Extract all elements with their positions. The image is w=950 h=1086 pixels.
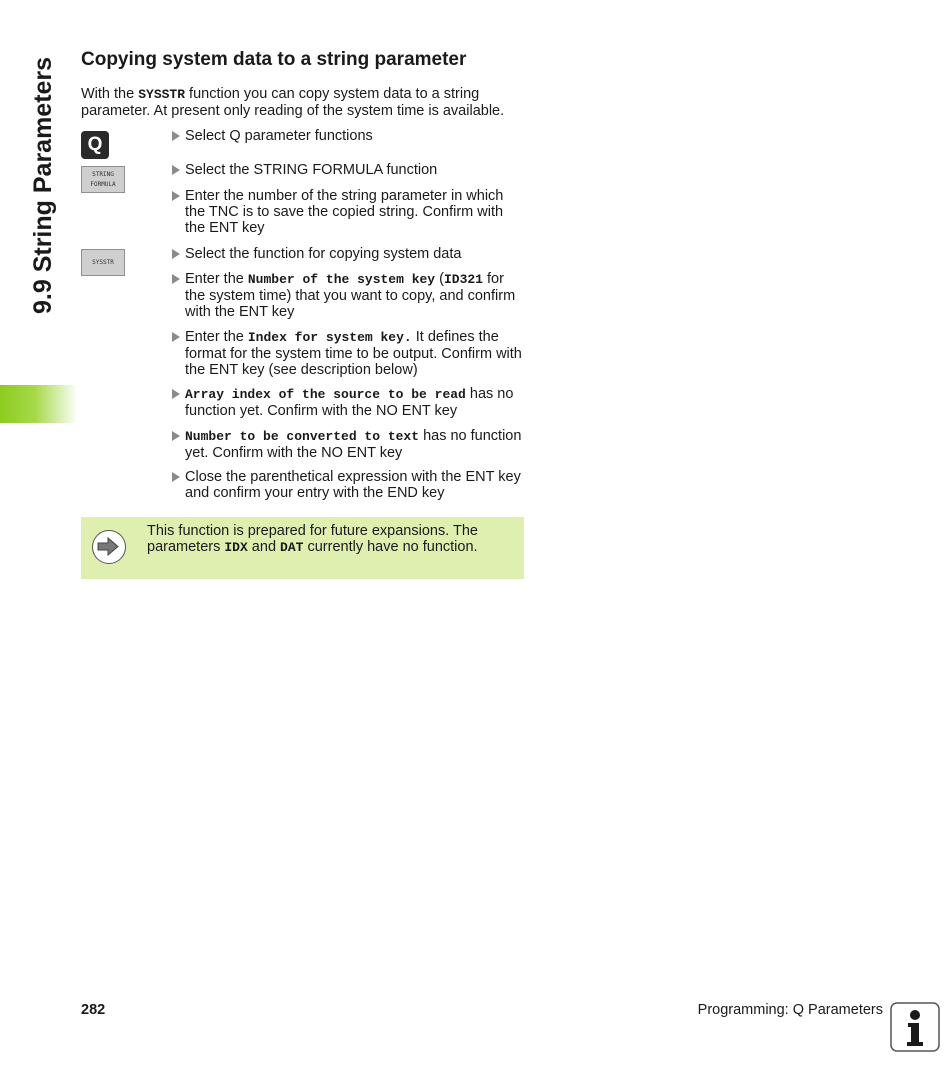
- note-text-part: currently have no function.: [303, 539, 478, 555]
- step-text: [172, 329, 524, 378]
- step-text-part: Enter the: [185, 329, 248, 345]
- info-icon: [890, 1002, 940, 1052]
- sysstr-softkey-icon: [81, 249, 125, 276]
- page-number: 282: [81, 1002, 106, 1018]
- right-arrow-graphic: [93, 531, 124, 562]
- step-item: [172, 128, 524, 144]
- step-text-part: has no function yet. Confirm with the NO ENT key: [185, 386, 514, 419]
- step-item: [172, 271, 524, 320]
- step-text: Close the parenthetical expression with the ENT key and confirm your entry with the END key: [185, 469, 521, 501]
- step-item: [172, 428, 524, 461]
- string-formula-softkey-icon: [81, 166, 125, 193]
- footer-chapter-title: Programming: Q Parameters: [697, 1002, 883, 1018]
- step-text-part: Enter the: [185, 271, 248, 287]
- chapter-side-title-text: 9.9 String Parameters: [29, 56, 57, 314]
- softkey-label-line2: FORMULA: [90, 180, 116, 188]
- step-item: [172, 162, 524, 178]
- q-key-icon: Q: [81, 131, 109, 159]
- step-code: Number to be converted to text: [185, 429, 420, 444]
- triangle-bullet-icon: [172, 274, 180, 284]
- intro-paragraph: [81, 86, 521, 119]
- step-text-part: for the system time) that you want to copy, and confirm with the ENT key: [185, 271, 516, 320]
- intro-text: With the: [81, 86, 139, 102]
- triangle-bullet-icon: [172, 165, 180, 175]
- note-code: DAT: [280, 540, 304, 555]
- step-code: ID321: [443, 272, 483, 287]
- step-text-part: It defines the format for the system time to be output. Confirm with the ENT key (see description below): [185, 329, 522, 378]
- note-text-part: and: [247, 539, 281, 555]
- triangle-bullet-icon: [172, 431, 180, 441]
- step-text: [172, 386, 524, 419]
- triangle-bullet-icon: [172, 249, 180, 259]
- note-box: [81, 517, 524, 579]
- step-text: Enter the number of the string parameter in which the TNC is to save the copied string. Confirm with the ENT key: [185, 188, 504, 236]
- step-text: [172, 271, 524, 320]
- step-code: Number of the system key: [247, 272, 436, 287]
- step-text: Select the STRING FORMULA function: [185, 162, 438, 178]
- step-code: Array index of the source to be read: [185, 387, 466, 402]
- chapter-tab-marker: [0, 385, 78, 423]
- triangle-bullet-icon: [172, 191, 180, 201]
- step-code: Index for system key.: [247, 330, 412, 345]
- step-text: [172, 428, 524, 461]
- intro-text-2: function you can copy system data to a string parameter. At present only reading of the system time is available.: [81, 86, 505, 119]
- step-text-part: has no function yet. Confirm with the NO ENT key: [185, 428, 522, 461]
- step-item: [172, 329, 524, 378]
- note-text-part: This function is prepared for future expansions. The parameters: [147, 523, 479, 555]
- triangle-bullet-icon: [172, 472, 180, 482]
- note-text: [147, 523, 517, 556]
- step-text: Select the function for copying system data: [185, 246, 462, 262]
- triangle-bullet-icon: [172, 389, 180, 399]
- step-item: [172, 188, 524, 236]
- chapter-side-title: [28, 52, 58, 314]
- step-item: [172, 246, 524, 262]
- step-item: [172, 469, 524, 501]
- right-arrow-icon: [92, 530, 126, 564]
- softkey-label-line1: STRING: [92, 170, 114, 178]
- step-text-part: (: [435, 271, 444, 287]
- triangle-bullet-icon: [172, 131, 180, 141]
- triangle-bullet-icon: [172, 332, 180, 342]
- note-code: IDX: [224, 540, 248, 555]
- softkey-label: SYSSTR: [92, 258, 114, 266]
- section-heading: Copying system data to a string parameter: [81, 49, 467, 70]
- step-item: [172, 386, 524, 419]
- step-text: Select Q parameter functions: [185, 128, 373, 144]
- info-graphic: [890, 1002, 940, 1052]
- intro-code: SYSSTR: [138, 87, 186, 102]
